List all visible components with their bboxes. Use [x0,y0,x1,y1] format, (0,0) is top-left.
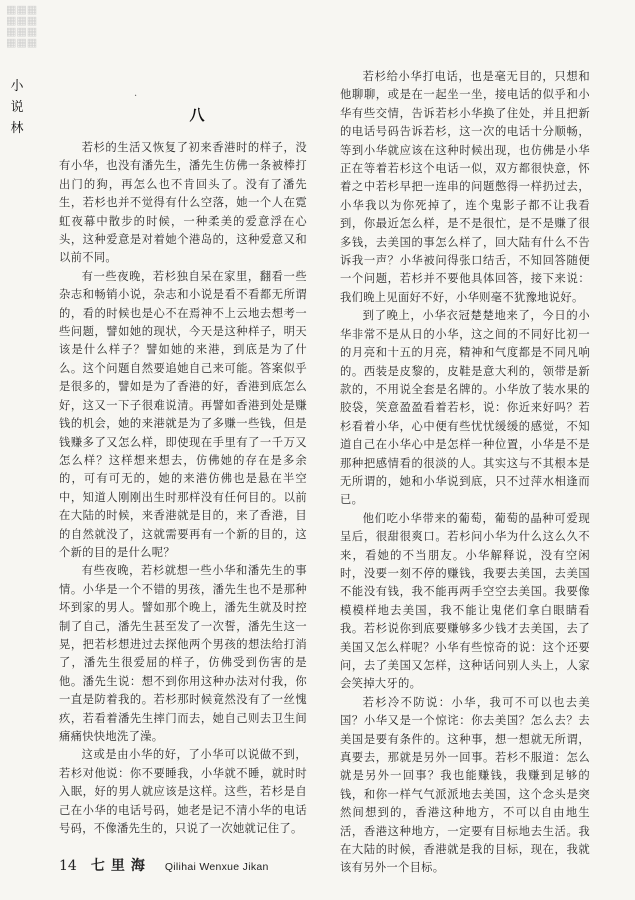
paragraph: 若杉的生活又恢复了初来香港时的样子，没有小华，也没有潘先生，潘先生仿佛一条被棒打出门的狗，再怎么也不肯回头了。没有了潘先生，若杉也并不觉得有什么空落，她一个人在霓虹夜幕中散步的时候，一种柔美的爱意浮在心头，这种爱意是对着她个港岛的，这种爱意又和以前不同。 [59,141,307,265]
column-label: 小说林 [10,79,24,136]
magazine-title-latin: Qilihai Wenxue Jikan [164,861,269,873]
corner-ornament: ▦▦▦ ▦▦▦ ▦▦▦ ▦▦▦ [6,3,38,49]
chapter-number: 八 [189,106,205,124]
paragraph: 他们吃小华带来的葡萄，葡萄的晶种可爱现呈后，很甜很爽口。若杉问小华为什么这么久不来，看她的不当朋友。小华解释说，没有空闲时，没要一刻不停的赚钱，我要去美国，去美国不能没有钱，我不能再两手空空去美国。我要像模模样地去美国，我不能让鬼佬们拿白眼睛看我。若杉说你到底要赚够多少钱才去美国，去了美国又怎么样呢？小华有些惊奇的说：这个还要问，去了美国又怎样，这种话问别人头上，人家会笑掉大牙的。 [340,511,590,691]
page-footer [59,855,269,875]
paragraph: 若杉冷不防说：小华，我可不可以也去美国？小华又是一个惊诧：你去美国？怎么去？去美国是要有条件的。这种事，想一想就无所谓，真要去，那就是另外一回事。若杉不服道：怎么就是另外一回事？我也能赚钱，我赚到足够的钱，和你一样气气派派地去美国，这个念头是突然间想到的，香港这种地方，不可以自由地生活，香港这种地方，一定要有目标地去生活。我在大陆的时候，香港就是我的目标，现在，我就该有另外一个目标。 [340,695,590,875]
paragraph: 有一些夜晚，若杉独自呆在家里，翻看一些杂志和畅销小说，杂志和小说是看不看都无所谓的，看的时候也是心不在焉神不上云地去想考一些问题，譬如她的现状，今天是这种样子，明天该是什么样子？譬如她的来港，到底是为了什么。这个问题自然要追她自己来可能。答案似乎是很多的，譬如是为了香港的好，香港到底怎么好，这又一下子很难说清。再譬如香港到处是赚钱的机会，她的来港就是为了多赚一些钱，但是钱赚多了又怎么样，即使现在手里有了一千万又怎么样？这样想来想去，仿佛她的存在是多余的，可有可无的，她的来港仿佛也是悬在半空中，知道人刚刚出生时那样没有任何目的。以前在大陆的时候，来香港就是目的，来了香港，目的自然就没了，这就需要再有一个新的目的，这个新的目的是什么呢？ [59,269,307,559]
left-column [59,139,307,838]
paragraph: 到了晚上，小华衣冠楚楚地来了，今日的小华非常不是从日的小华，这之间的不同好比初一的月亮和十五的月亮，精神和气度都是不同凡响的。西装是皮黎的，皮鞋是意大利的，领带是新款的，不用说全套是名牌的。小华放了装水果的胶袋，笑意盈盈看着若杉，说：你近来好吗？若杉看着小华，心中便有些忧忧缓缓的感觉，不知道自己在小华心中是怎样一种位置，小华是不是那种把感情看的很淡的人。其实这与不其根本是无所谓的，她和小华说到底，只不过萍水相逢而已。 [340,309,590,507]
paragraph: 这或是由小华的好，了小华可以说做不到，若杉对他说：你不要睡我，小华就不睡，就时时入眠，好的男人就应该是这样。这些，若杉是自己在小华的电话号码，她老是记不清小华的电话号码，不像潘先生的，只说了一次她就记住了。 [59,748,307,836]
section-mark: · [134,91,138,102]
paragraph: 若杉给小华打电话，也是毫无目的，只想和他聊聊，或是在一起坐一坐，接电话的似乎和小华有些交情，告诉若杉小华换了住处，并且把新的电话号码告诉若杉，这一次的电话十分顺畅，等到小华就应该在这种时候出现，也仿佛是小华正在等着若杉这个电话一似，双方都很快意，怀着之中若杉早把一连串的问题憋得一样扔过去，小华我以为你死掉了，连个鬼影子都不让我看到，你最近怎么样，是不是很忙，是不是赚了很多钱，去美国的事怎么样了，回大陆有什么不告诉我一声？小华被问得张口结舌，不知回答随便一个问题，若杉并不要他具体回答，接下来说：我们晚上见面好不好，小华则毫不犹豫地说好。 [340,70,590,304]
paragraph: 有些夜晚，若杉就想一些小华和潘先生的事情。小华是一个不错的男孩，潘先生也不是那种坏到家的男人。譬如那个晚上，潘先生就及时控制了自己，潘先生甚至发了一次誓，潘先生这一晃，把若杉想进过去探他两个男孩的想法给打消了，潘先生很爱屈的样子，仿佛受到伤害的是他。潘先生说：想不到你用这种办法对付我，你一直是防着我的。若杉那时候竟然没有了一丝愧疚，若看着潘先生摔门而去，她自己则去卫生间痛痛快快地洗了澡。 [59,564,307,743]
magazine-title: 七里海 [90,858,151,874]
right-column [340,68,590,878]
page-number: 14 [59,858,77,874]
